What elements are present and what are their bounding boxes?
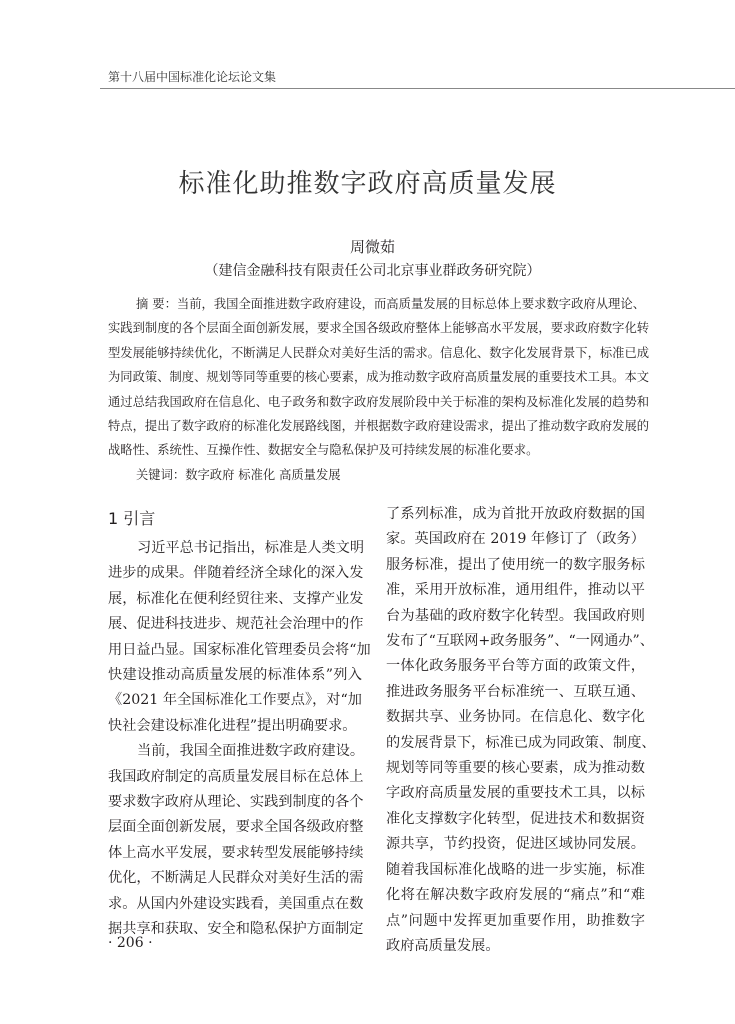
text-line: 用日益凸显。国家标准化管理委员会将“加: [108, 641, 371, 658]
text-line: 政府高质量发展。: [386, 937, 500, 954]
text-line: 服务标准，提出了使用统一的数字服务标: [386, 556, 645, 573]
right-column: [386, 502, 656, 959]
text-line: 通过总结我国政府在信息化、电子政务和数字政府发展阶段中关于标准的架构及标准化发展的趋势和: [108, 394, 650, 409]
text-line: 快社会建设标准化进程”提出明确要求。: [108, 717, 357, 734]
text-line: 据共享和获取、安全和隐私保护方面制定: [108, 921, 364, 938]
text-line: 型发展能够持续优化，不断满足人民群众对美好生活的需求。信息化、数字化发展背景下，标准已成: [108, 345, 650, 360]
running-header: 第十八届中国标准化论坛论文集: [108, 70, 277, 84]
text-line: 体上高水平发展，要求转型发展能够持续: [108, 844, 364, 861]
text-line: 当前，我国全面推进数字政府建设。: [137, 743, 365, 760]
text-line: 层面全面创新发展，要求全国各级政府整: [108, 819, 364, 836]
affiliation: （建信金融科技有限责任公司北京事业群政务研究院）: [204, 263, 541, 279]
text-line: 发布了“互联网+政务服务”、“一网通办”、: [386, 633, 654, 650]
text-line: 优化，不断满足人民群众对美好生活的需: [108, 870, 364, 887]
text-line: 了系列标准，成为首批开放政府数据的国: [386, 506, 645, 522]
text-line: 《2021 年全国标准化工作要点》，对“加: [108, 692, 362, 709]
text-line: 习近平总书记指出，标准是人类文明: [137, 540, 365, 556]
text-line: 要求数字政府从理论、实践到制度的各个: [108, 794, 364, 811]
text-line: 战略性、系统性、互操作性、数据安全与隐私保护及可持续发展的标准化要求。: [108, 443, 539, 458]
text-line: 为同政策、制度、规划等同等重要的核心要素，成为推动数字政府高质量发展的重要技术工具。本文: [108, 370, 650, 385]
text-line: 展、促进科技进步、规范社会治理中的作: [108, 616, 364, 633]
text-line: 家。英国政府在 2019 年修订了（政务）: [386, 531, 645, 548]
text-line: 数据共享、业务协同。在信息化、数字化: [386, 709, 645, 726]
text-line: 点”问题中发挥更加重要作用，助推数字: [386, 912, 645, 929]
section-heading: 1 引言: [108, 509, 156, 528]
text-line: 化将在解决数字政府发展的“痛点”和“难: [386, 887, 645, 904]
text-line: 的发展背景下，标准已成为同政策、制度、: [386, 734, 656, 751]
text-line: 快建设推动高质量发展的标准体系”列入: [108, 667, 362, 684]
author: 周微茹: [349, 238, 395, 256]
text-line: 特点，提出了数字政府的标准化发展路线图，并根据数字政府建设需求，提出了推动数字政府发展的: [108, 419, 650, 434]
text-line: 展，标准化在便利经贸往来、支撑产业发: [108, 590, 364, 607]
text-line: 准，采用开放标准，通用组件，推动以平: [386, 582, 645, 599]
text-line: 推进政务服务平台标准统一、互联互通、: [386, 683, 645, 700]
text-line: 字政府高质量发展的重要技术工具，以标: [386, 785, 645, 802]
text-line: 准化支撑数字化转型，促进技术和数据资: [386, 810, 645, 827]
page-number: · 206 ·: [108, 935, 153, 951]
text-line: 一体化政务服务平台等方面的政策文件，: [386, 658, 645, 675]
text-line: 进步的成果。伴随着经济全球化的深入发: [108, 565, 364, 582]
left-column: [108, 536, 371, 943]
keywords: 关键词：数字政府 标准化 高质量发展: [136, 467, 341, 482]
abstract: [108, 292, 650, 487]
text-line: 求。从国内外建设实践看，美国重点在数: [108, 895, 364, 912]
text-line: 台为基础的政府数字化转型。我国政府则: [386, 607, 645, 624]
text-line: 源共享，节约投资，促进区域协同发展。: [386, 836, 645, 853]
text-line: 实践到制度的各个层面全面创新发展，要求全国各级政府整体上能够高水平发展，要求政府数字化转: [108, 321, 650, 336]
paper-title: 标准化助推数字政府高质量发展: [178, 169, 557, 199]
text-line: 随着我国标准化战略的进一步实施，标准: [386, 861, 645, 878]
text-line: 我国政府制定的高质量发展目标在总体上: [108, 768, 364, 785]
header-rule: [100, 88, 735, 89]
text-line: 摘 要：当前，我国全面推进数字政府建设，而高质量发展的目标总体上要求数字政府从理论、: [136, 297, 645, 311]
text-line: 规划等同等重要的核心要素，成为推动数: [386, 760, 645, 777]
